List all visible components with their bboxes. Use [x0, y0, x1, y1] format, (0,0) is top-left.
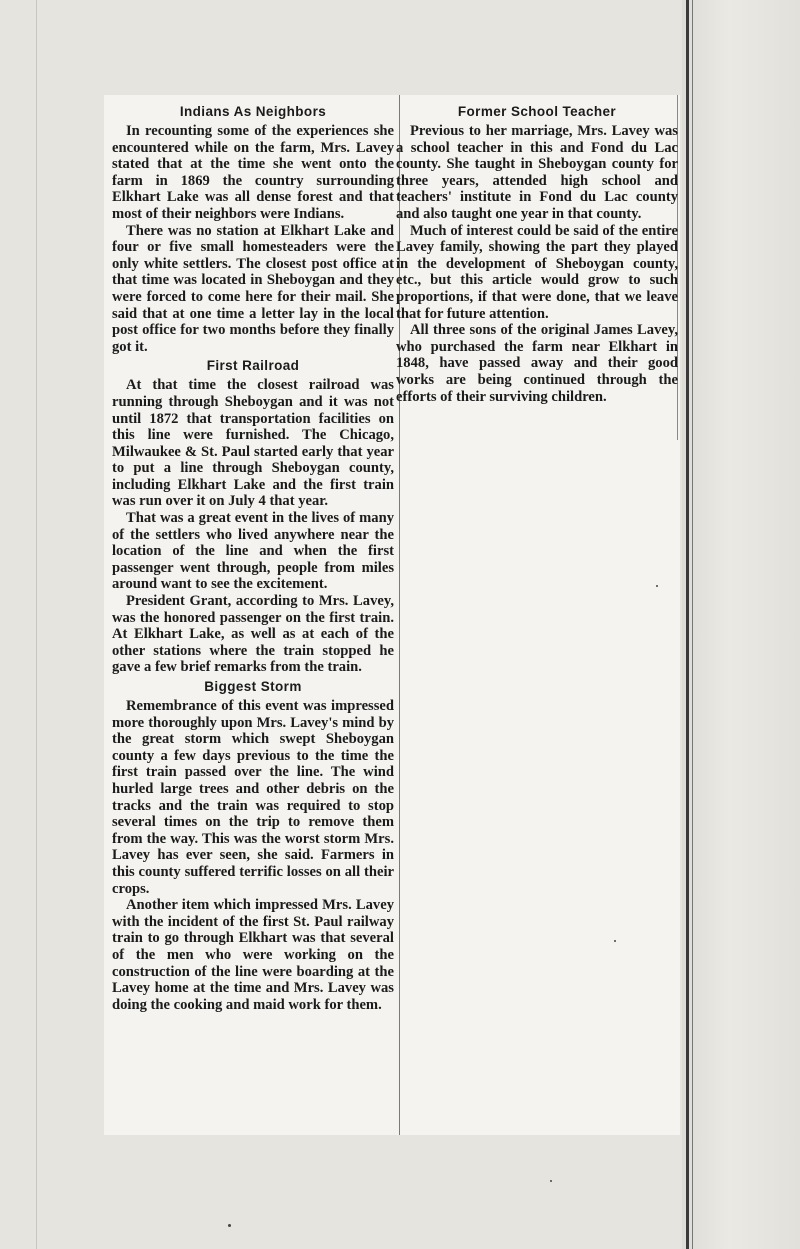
paragraph: Much of interest could be said of the entire Lavey family, showing the part they played in the development of Sheboygan county, etc., but this article would grow to such proportions, if that were done, that we leave that for future attention. — [396, 222, 678, 322]
scan-speck — [550, 1180, 552, 1182]
paragraph: All three sons of the original James Lavey, who purchased the farm near Elkhart in 1848, have passed away and their good works are being continued through the efforts of their surviving children. — [396, 322, 678, 405]
heading-first-railroad: First Railroad — [206, 358, 300, 374]
paragraph: Remembrance of this event was impressed more thoroughly upon Mrs. Lavey's mind by the great storm which swept Sheboygan county a few days previous to the time the first train passed over the line. The wind hurled large trees and other debris on the tracks and the train was required to stop several times on the trip to remove them from the way. This was the worst storm Mrs. Lavey has ever seen, she said. Farmers in this county suffered terrific losses on all their crops. — [112, 698, 394, 897]
page-edge-line — [686, 0, 689, 1249]
heading-former-school-teacher: Former School Teacher — [457, 104, 617, 119]
scan-margin-line — [36, 0, 37, 1249]
paragraph: Another item which impressed Mrs. Lavey with the incident of the first St. Paul railway train to go through Elkhart was that several of the men who were working on the construction of the line were boarding at the Lavey home at the time and Mrs. Lavey was doing the cooking and maid work for them. — [112, 897, 394, 1013]
scan-speck — [228, 1224, 231, 1227]
scan-speck — [614, 940, 616, 942]
heading-indians-as-neighbors: Indians As Neighbors — [179, 104, 327, 119]
scan-speck — [656, 585, 658, 587]
paragraph: President Grant, according to Mrs. Lavey, was the honored passenger on the first train. At Elkhart Lake, as well as at each of the other stations where the train stopped he gave a few brief remarks from the train. — [112, 593, 394, 676]
right-column — [396, 95, 678, 405]
left-column — [112, 95, 394, 1013]
paragraph: That was a great event in the lives of many of the settlers who lived anywhere near the location of the line and when the first passenger went through, people from miles around want to see the excitement. — [112, 510, 394, 593]
page-edge-line-thin — [692, 0, 693, 1249]
heading-biggest-storm: Biggest Storm — [204, 679, 302, 694]
paragraph: Previous to her marriage, Mrs. Lavey was a school teacher in this and Fond du Lac county. She taught in Sheboygan county for three years, attended high school and teachers' institute in Fond du Lac county and also taught one year in that county. — [396, 123, 678, 222]
paragraph: In recounting some of the experiences she encountered while on the farm, Mrs. Lavey stated that at the time she went onto the farm in 1869 the country surrounding Elkhart Lake was all dense forest and that most of their neighbors were Indians. — [112, 123, 394, 222]
scan-right-margin — [682, 0, 800, 1249]
newspaper-clipping — [104, 95, 680, 1135]
paragraph: At that time the closest railroad was running through Sheboygan and it was not until 1872 that transportation facilities on this line were furnished. The Chicago, Milwaukee & St. Paul started early that year to put a line through Sheboygan county, including Elkhart Lake and the first train was run over it on July 4 that year. — [112, 377, 394, 510]
paragraph: There was no station at Elkhart Lake and four or five small homesteaders were the only white settlers. The closest post office at that time was located in Sheboygan and they were forced to come here for their mail. She said that at one time a letter lay in the local post office for two months before they finally got it. — [112, 222, 394, 355]
